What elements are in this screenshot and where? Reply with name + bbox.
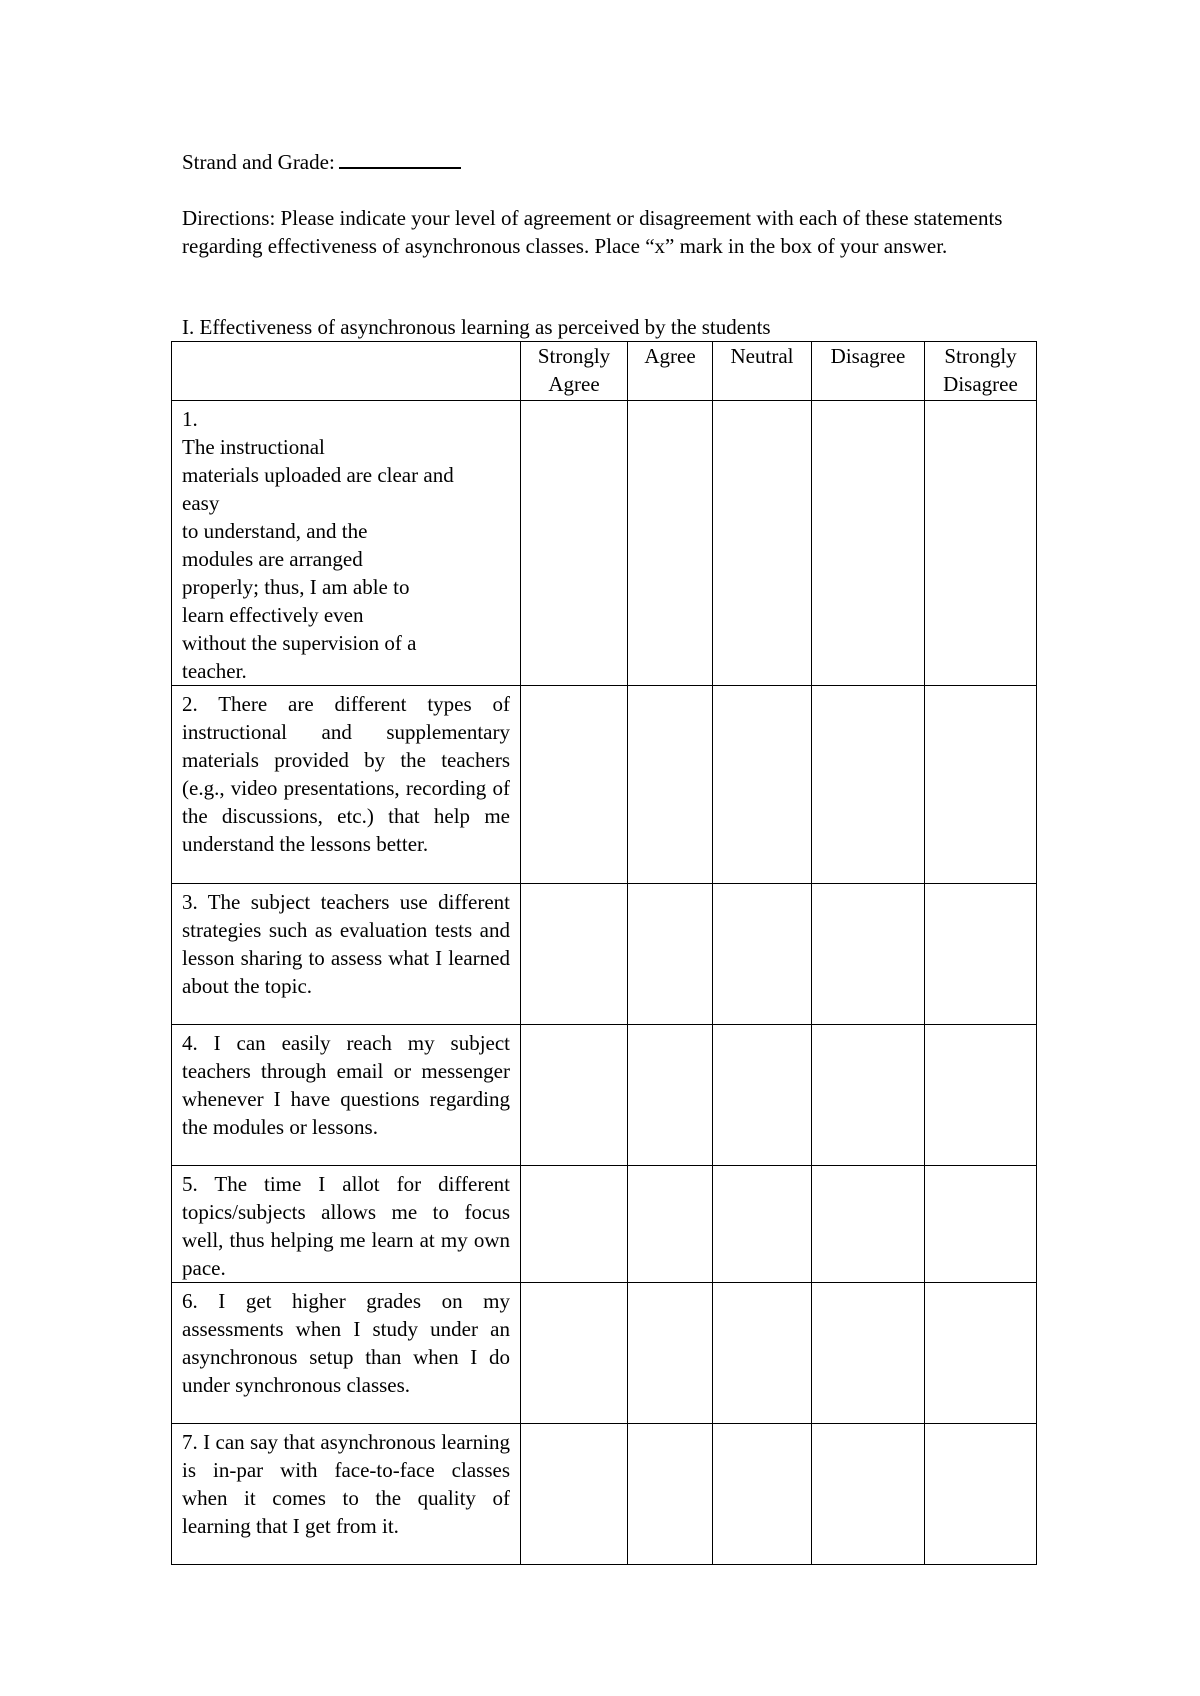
answer-box-neutral[interactable] (713, 401, 812, 686)
statement-1-line: to understand, and the (182, 519, 368, 543)
statement-1-line: learn effectively even (182, 603, 364, 627)
answer-box-strongly-agree[interactable] (521, 401, 628, 686)
answer-box-agree[interactable] (628, 401, 713, 686)
answer-box-neutral[interactable] (713, 884, 812, 1025)
statement-cell (172, 884, 521, 1025)
answer-box-neutral[interactable] (713, 1424, 812, 1565)
answer-box-strongly-agree[interactable] (521, 1025, 628, 1166)
answer-box-disagree[interactable] (812, 884, 925, 1025)
statement-1-line: teacher. (182, 659, 247, 683)
answer-box-disagree[interactable] (812, 1166, 925, 1283)
answer-box-agree[interactable] (628, 686, 713, 884)
table-row (172, 1283, 1037, 1424)
table-row (172, 1424, 1037, 1565)
statement-cell (172, 686, 521, 884)
header-strongly-agree: Strongly Agree (521, 342, 628, 401)
statement-cell (172, 1283, 521, 1424)
header-neutral: Neutral (713, 342, 812, 401)
answer-box-agree[interactable] (628, 1166, 713, 1283)
statement-1-line: without the supervision of a (182, 631, 417, 655)
table-row (172, 686, 1037, 884)
header-agree: Agree (628, 342, 713, 401)
statement-2: 2. There are different types of instructional and supplementary materials provided by the teachers (e.g., video presentations, recording of the discussions, etc.) that help me understand the lessons better. (182, 692, 510, 856)
statement-1-line: easy (182, 491, 220, 515)
answer-box-strongly-disagree[interactable] (925, 884, 1037, 1025)
answer-box-disagree[interactable] (812, 1025, 925, 1166)
statement-1-line: materials uploaded are clear and (182, 463, 454, 487)
statement-cell (172, 1025, 521, 1166)
statement-5: 5. The time I allot for different topics/subjects allows me to focus well, thus helping me learn at my own pace. (182, 1172, 510, 1280)
statement-cell (172, 1166, 521, 1283)
answer-box-neutral[interactable] (713, 686, 812, 884)
statement-1-line: The instructional (182, 435, 325, 459)
statement-cell (172, 401, 521, 686)
table-row (172, 1025, 1037, 1166)
statement-3: 3. The subject teachers use different strategies such as evaluation tests and lesson sharing to assess what I learned about the topic. (182, 890, 510, 998)
table-header-row (172, 342, 1037, 401)
table-row (172, 401, 1037, 686)
table-row (172, 1166, 1037, 1283)
statement-7: 7. I can say that asynchronous learning is in-par with face-to-face classes when it comes to the quality of learning that I get from it. (182, 1430, 510, 1538)
answer-box-strongly-agree[interactable] (521, 1424, 628, 1565)
answer-box-disagree[interactable] (812, 401, 925, 686)
statement-6: 6. I get higher grades on my assessments when I study under an asynchronous setup than when I do under synchronous classes. (182, 1289, 510, 1397)
directions-text: Directions: Please indicate your level of agreement or disagreement with each of these statements regarding effectiveness of asynchronous classes. Place “x” mark in the box of your answer. (182, 206, 1003, 258)
answer-box-neutral[interactable] (713, 1166, 812, 1283)
header-strongly-disagree: Strongly Disagree (925, 342, 1037, 401)
statement-1 (172, 401, 520, 685)
header-disagree: Disagree (812, 342, 925, 401)
strand-grade-blank[interactable] (339, 147, 461, 169)
answer-box-strongly-disagree[interactable] (925, 1025, 1037, 1166)
answer-box-neutral[interactable] (713, 1283, 812, 1424)
statement-cell (172, 1424, 521, 1565)
answer-box-agree[interactable] (628, 1424, 713, 1565)
answer-box-agree[interactable] (628, 1025, 713, 1166)
answer-box-neutral[interactable] (713, 1025, 812, 1166)
answer-box-strongly-disagree[interactable] (925, 1166, 1037, 1283)
answer-box-strongly-agree[interactable] (521, 884, 628, 1025)
answer-box-strongly-agree[interactable] (521, 1166, 628, 1283)
answer-box-disagree[interactable] (812, 1424, 925, 1565)
answer-box-strongly-agree[interactable] (521, 1283, 628, 1424)
answer-box-strongly-agree[interactable] (521, 686, 628, 884)
likert-table (171, 341, 1037, 1565)
statement-4: 4. I can easily reach my subject teachers through email or messenger whenever I have questions regarding the modules or lessons. (182, 1031, 510, 1139)
table-row (172, 884, 1037, 1025)
answer-box-strongly-disagree[interactable] (925, 686, 1037, 884)
header-blank-cell (172, 342, 521, 401)
answer-box-strongly-disagree[interactable] (925, 401, 1037, 686)
strand-grade-line (182, 147, 461, 175)
strand-grade-label: Strand and Grade: (182, 150, 335, 174)
statement-1-line: 1. (182, 407, 198, 431)
answer-box-agree[interactable] (628, 884, 713, 1025)
answer-box-strongly-disagree[interactable] (925, 1283, 1037, 1424)
answer-box-disagree[interactable] (812, 686, 925, 884)
answer-box-disagree[interactable] (812, 1283, 925, 1424)
section-title: I. Effectiveness of asynchronous learning as perceived by the students (182, 315, 771, 339)
answer-box-strongly-disagree[interactable] (925, 1424, 1037, 1565)
answer-box-agree[interactable] (628, 1283, 713, 1424)
statement-1-line: modules are arranged (182, 547, 363, 571)
statement-1-line: properly; thus, I am able to (182, 575, 410, 599)
